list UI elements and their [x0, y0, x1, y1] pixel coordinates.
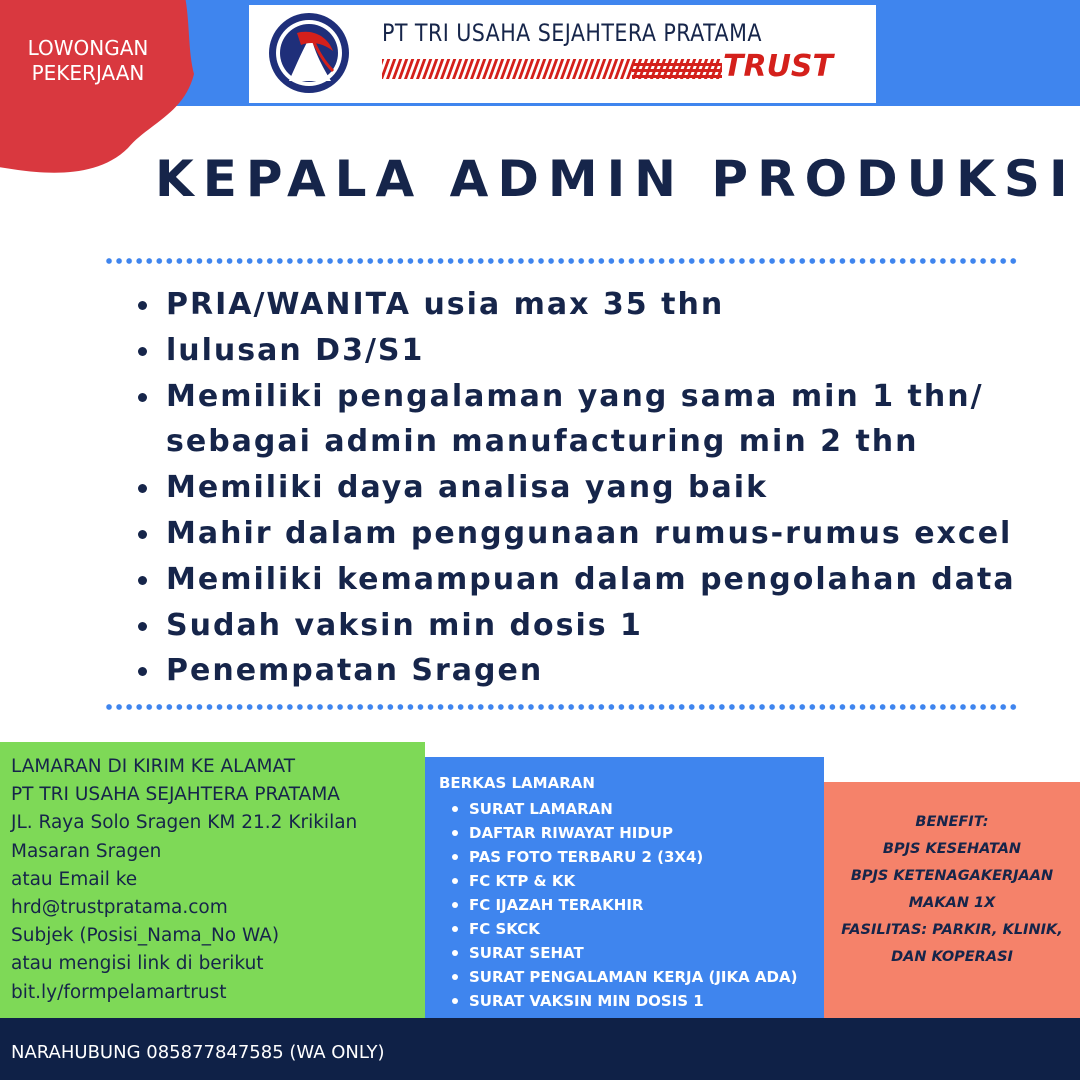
requirement-item: [135, 648, 1035, 694]
benefits-panel: [824, 782, 1080, 1018]
bullet-icon: [452, 902, 458, 908]
benefit-line: BPJS KESEHATAN: [882, 841, 1022, 857]
document-item: [452, 917, 797, 941]
document-item: [452, 941, 797, 965]
document-item: [452, 797, 797, 821]
bullet-icon: [452, 878, 458, 884]
email-link[interactable]: hrd@trustpratama.com: [11, 897, 228, 919]
requirement-text: Memiliki daya analisa yang baik: [166, 470, 769, 506]
dotted-divider-bottom: [104, 704, 1018, 710]
form-link[interactable]: bit.ly/formpelamartrust: [11, 981, 227, 1003]
requirements-list: [135, 282, 1035, 694]
logo-stripes-icon: [382, 57, 722, 81]
benefit-line: BPJS KETENAGAKERJAAN: [850, 868, 1054, 884]
requirement-text-continued: sebagai admin manufacturing min 2 thn: [166, 424, 919, 460]
bullet-icon: [138, 347, 147, 356]
documents-panel: [425, 757, 824, 1018]
bullet-icon: [452, 950, 458, 956]
requirement-item: [135, 511, 1035, 557]
application-address-panel: [0, 742, 425, 1018]
requirement-item: [135, 328, 1035, 374]
badge-line-2: PEKERJAAN: [31, 61, 145, 85]
requirement-item: [135, 465, 1035, 511]
bullet-icon: [452, 830, 458, 836]
company-name: PT TRI USAHA SEJAHTERA PRATAMA: [382, 19, 762, 47]
application-line: LAMARAN DI KIRIM KE ALAMAT: [11, 756, 296, 777]
bullet-icon: [138, 667, 147, 676]
bullet-icon: [452, 854, 458, 860]
document-item: [452, 989, 797, 1013]
bullet-icon: [138, 622, 147, 631]
requirement-text: Memiliki pengalaman yang sama min 1 thn/: [166, 378, 984, 414]
document-label: PAS FOTO TERBARU 2 (3X4): [469, 848, 704, 866]
application-line: PT TRI USAHA SEJAHTERA PRATAMA: [11, 784, 340, 806]
bullet-icon: [138, 530, 147, 539]
company-emblem-icon: [267, 11, 351, 95]
footer-bar: [0, 1018, 1080, 1080]
document-label: SURAT PENGALAMAN KERJA (JIKA ADA): [469, 968, 798, 986]
document-item: [452, 965, 797, 989]
documents-title: BERKAS LAMARAN: [439, 774, 595, 792]
requirement-item: [135, 557, 1035, 603]
benefit-line: FASILITAS: PARKIR, KLINIK,: [841, 922, 1063, 938]
requirement-text: Penempatan Sragen: [166, 653, 544, 689]
document-item: [452, 845, 797, 869]
application-line: atau mengisi link di berikut: [11, 953, 264, 975]
dotted-divider-top: [104, 258, 1018, 264]
application-line: Masaran Sragen: [11, 840, 162, 862]
badge-line-1: LOWONGAN: [27, 36, 149, 60]
document-item: [452, 821, 797, 845]
document-item: [452, 893, 797, 917]
brand-name: TRUST: [723, 49, 833, 84]
bullet-icon: [138, 301, 147, 310]
document-label: FC IJAZAH TERAKHIR: [469, 896, 644, 914]
bullet-icon: [138, 484, 147, 493]
bullet-icon: [138, 576, 147, 585]
bullet-icon: [138, 393, 147, 402]
badge-label: [0, 36, 176, 86]
document-item: [452, 869, 797, 893]
document-label: SURAT SEHAT: [469, 944, 584, 962]
benefits-text: [824, 809, 1080, 971]
benefit-line: DAN KOPERASI: [891, 949, 1013, 965]
bullet-icon: [452, 998, 458, 1004]
benefits-heading: BENEFIT:: [915, 814, 989, 830]
application-line: atau Email ke: [11, 868, 138, 890]
requirement-item: [135, 374, 1035, 466]
document-label: DAFTAR RIWAYAT HIDUP: [469, 824, 674, 842]
requirement-item: [135, 603, 1035, 649]
application-address-text: [11, 753, 357, 1007]
contact-number[interactable]: NARAHUBUNG 085877847585 (WA ONLY): [11, 1042, 385, 1063]
requirement-text: PRIA/WANITA usia max 35 thn: [166, 287, 725, 322]
application-line: JL. Raya Solo Sragen KM 21.2 Krikilan: [11, 812, 358, 834]
bullet-icon: [452, 926, 458, 932]
bullet-icon: [452, 806, 458, 812]
document-label: FC KTP & KK: [469, 872, 576, 890]
document-label: SURAT VAKSIN MIN DOSIS 1: [469, 992, 704, 1010]
benefit-line: MAKAN 1X: [908, 895, 996, 911]
documents-list: [452, 797, 797, 1013]
requirement-text: Mahir dalam penggunaan rumus-rumus excel: [166, 515, 1013, 551]
document-label: SURAT LAMARAN: [469, 800, 613, 818]
job-title: KEPALA ADMIN PRODUKSI: [155, 150, 1077, 208]
company-logo: [249, 5, 876, 103]
requirement-text: Sudah vaksin min dosis 1: [166, 607, 643, 643]
application-line: Subjek (Posisi_Nama_No WA): [11, 925, 280, 947]
document-label: FC SKCK: [469, 920, 540, 938]
requirement-text: Memiliki kemampuan dalam pengolahan data: [166, 561, 1016, 597]
requirement-text: lulusan D3/S1: [166, 332, 425, 368]
bullet-icon: [452, 974, 458, 980]
requirement-item: [135, 282, 1035, 328]
